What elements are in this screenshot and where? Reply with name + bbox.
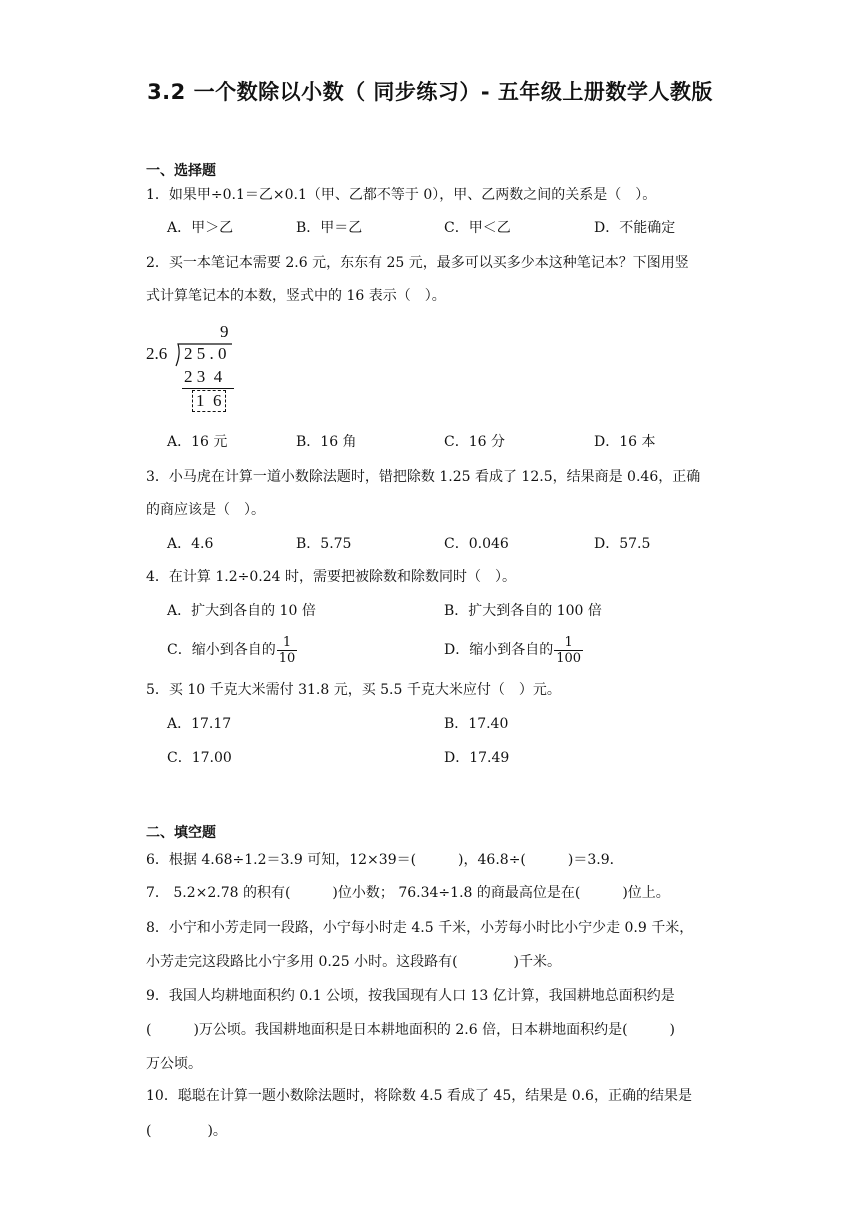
fraction-denominator: 10 <box>278 650 296 666</box>
q5-option-d: D．17.49 <box>444 750 510 766</box>
question-10-line-2: ( )。 <box>146 1123 227 1139</box>
division-product: 2 3 4 <box>184 367 223 386</box>
q2-option-c: C．16 分 <box>444 434 505 450</box>
q4-option-d <box>444 632 583 668</box>
question-8-line-2: 小芳走完这段路比小宁多用 0.25 小时。这段路有( )千米。 <box>146 954 561 970</box>
question-9-line-2: ( )万公顷。我国耕地面积是日本耕地面积的 2.6 倍，日本耕地面积约是( ) <box>146 1022 676 1038</box>
question-4-text: 4．在计算 1.2÷0.24 时，需要把被除数和除数同时（ ）。 <box>146 569 516 585</box>
q5-option-c: C．17.00 <box>167 750 232 766</box>
question-9-line-1: 9．我国人均耕地面积约 0.1 公顷，按我国现有人口 13 亿计算，我国耕地总面积约是 <box>146 988 675 1004</box>
question-2-line-1: 2．买一本笔记本需要 2.6 元，东东有 25 元，最多可以买多少本这种笔记本？下图用竖 <box>146 255 689 271</box>
q3-option-d: D．57.5 <box>594 536 651 552</box>
question-5-text: 5．买 10 千克大米需付 31.8 元，买 5.5 千克大米应付（ ）元。 <box>146 682 561 698</box>
fraction-numerator: 1 <box>554 635 583 651</box>
section-heading-fill: 二、填空题 <box>146 825 216 841</box>
question-3-line-1: 3．小马虎在计算一道小数除法题时，错把除数 1.25 看成了 12.5，结果商是 0.46，正确 <box>146 469 701 485</box>
q5-option-a: A．17.17 <box>167 716 232 732</box>
question-6-text: 6．根据 4.68÷1.2＝3.9 可知，12×39＝( )，46.8÷( )＝3.9． <box>146 852 624 868</box>
q2-option-a: A．16 元 <box>167 434 228 450</box>
q1-option-c: C．甲＜乙 <box>444 220 511 236</box>
question-2-line-2: 式计算笔记本的本数，竖式中的 16 表示（ ）。 <box>146 288 446 304</box>
question-9-line-3: 万公顷。 <box>146 1056 202 1072</box>
question-3-line-2: 的商应该是（ ）。 <box>146 502 265 518</box>
q4-option-c-fraction <box>277 635 298 666</box>
q2-option-d: D．16 本 <box>594 434 656 450</box>
question-7-text: 7． 5.2×2.78 的积有( )位小数； 76.34÷1.8 的商最高位是在( )位上。 <box>146 885 670 901</box>
q1-option-a: A．甲＞乙 <box>167 220 234 236</box>
q5-option-b: B．17.40 <box>444 716 509 732</box>
division-dividend: 2 5 . 0 <box>184 344 227 363</box>
question-1-text: 1．如果甲÷0.1＝乙×0.1（甲、乙都不等于 0），甲、乙两数之间的关系是（ ）。 <box>146 187 657 203</box>
q1-option-b: B．甲＝乙 <box>296 220 363 236</box>
division-divisor: 2.6 <box>146 344 168 363</box>
fraction-numerator: 1 <box>277 635 298 651</box>
q4-option-d-label: D．缩小到各自的 <box>444 642 554 658</box>
q3-option-a: A．4.6 <box>167 536 214 552</box>
question-8-line-1: 8．小宁和小芳走同一段路，小宁每小时走 4.5 千米，小芳每小时比小宁少走 0.9 千米， <box>146 920 694 936</box>
division-quotient: 9 <box>220 322 229 341</box>
page-title: 3.2 一个数除以小数（ 同步练习）- 五年级上册数学人教版 <box>147 80 713 104</box>
q2-option-b: B．16 角 <box>296 434 357 450</box>
long-division-figure <box>146 322 256 414</box>
division-remainder-box: 1 6 <box>192 390 226 412</box>
q4-option-a: A．扩大到各自的 10 倍 <box>167 603 316 619</box>
division-rule <box>182 388 234 389</box>
q4-option-d-fraction <box>554 635 583 666</box>
section-heading-choice: 一、选择题 <box>146 163 216 179</box>
fraction-denominator: 100 <box>556 650 582 666</box>
q3-option-c: C．0.046 <box>444 536 509 552</box>
q3-option-b: B．5.75 <box>296 536 352 552</box>
q4-option-b: B．扩大到各自的 100 倍 <box>444 603 602 619</box>
q4-option-c-label: C．缩小到各自的 <box>167 642 276 658</box>
q4-option-c <box>167 632 297 668</box>
q1-option-d: D．不能确定 <box>594 220 676 236</box>
question-10-line-1: 10．聪聪在计算一题小数除法题时，将除数 4.5 看成了 45，结果是 0.6，正确的结果是 <box>146 1088 692 1104</box>
